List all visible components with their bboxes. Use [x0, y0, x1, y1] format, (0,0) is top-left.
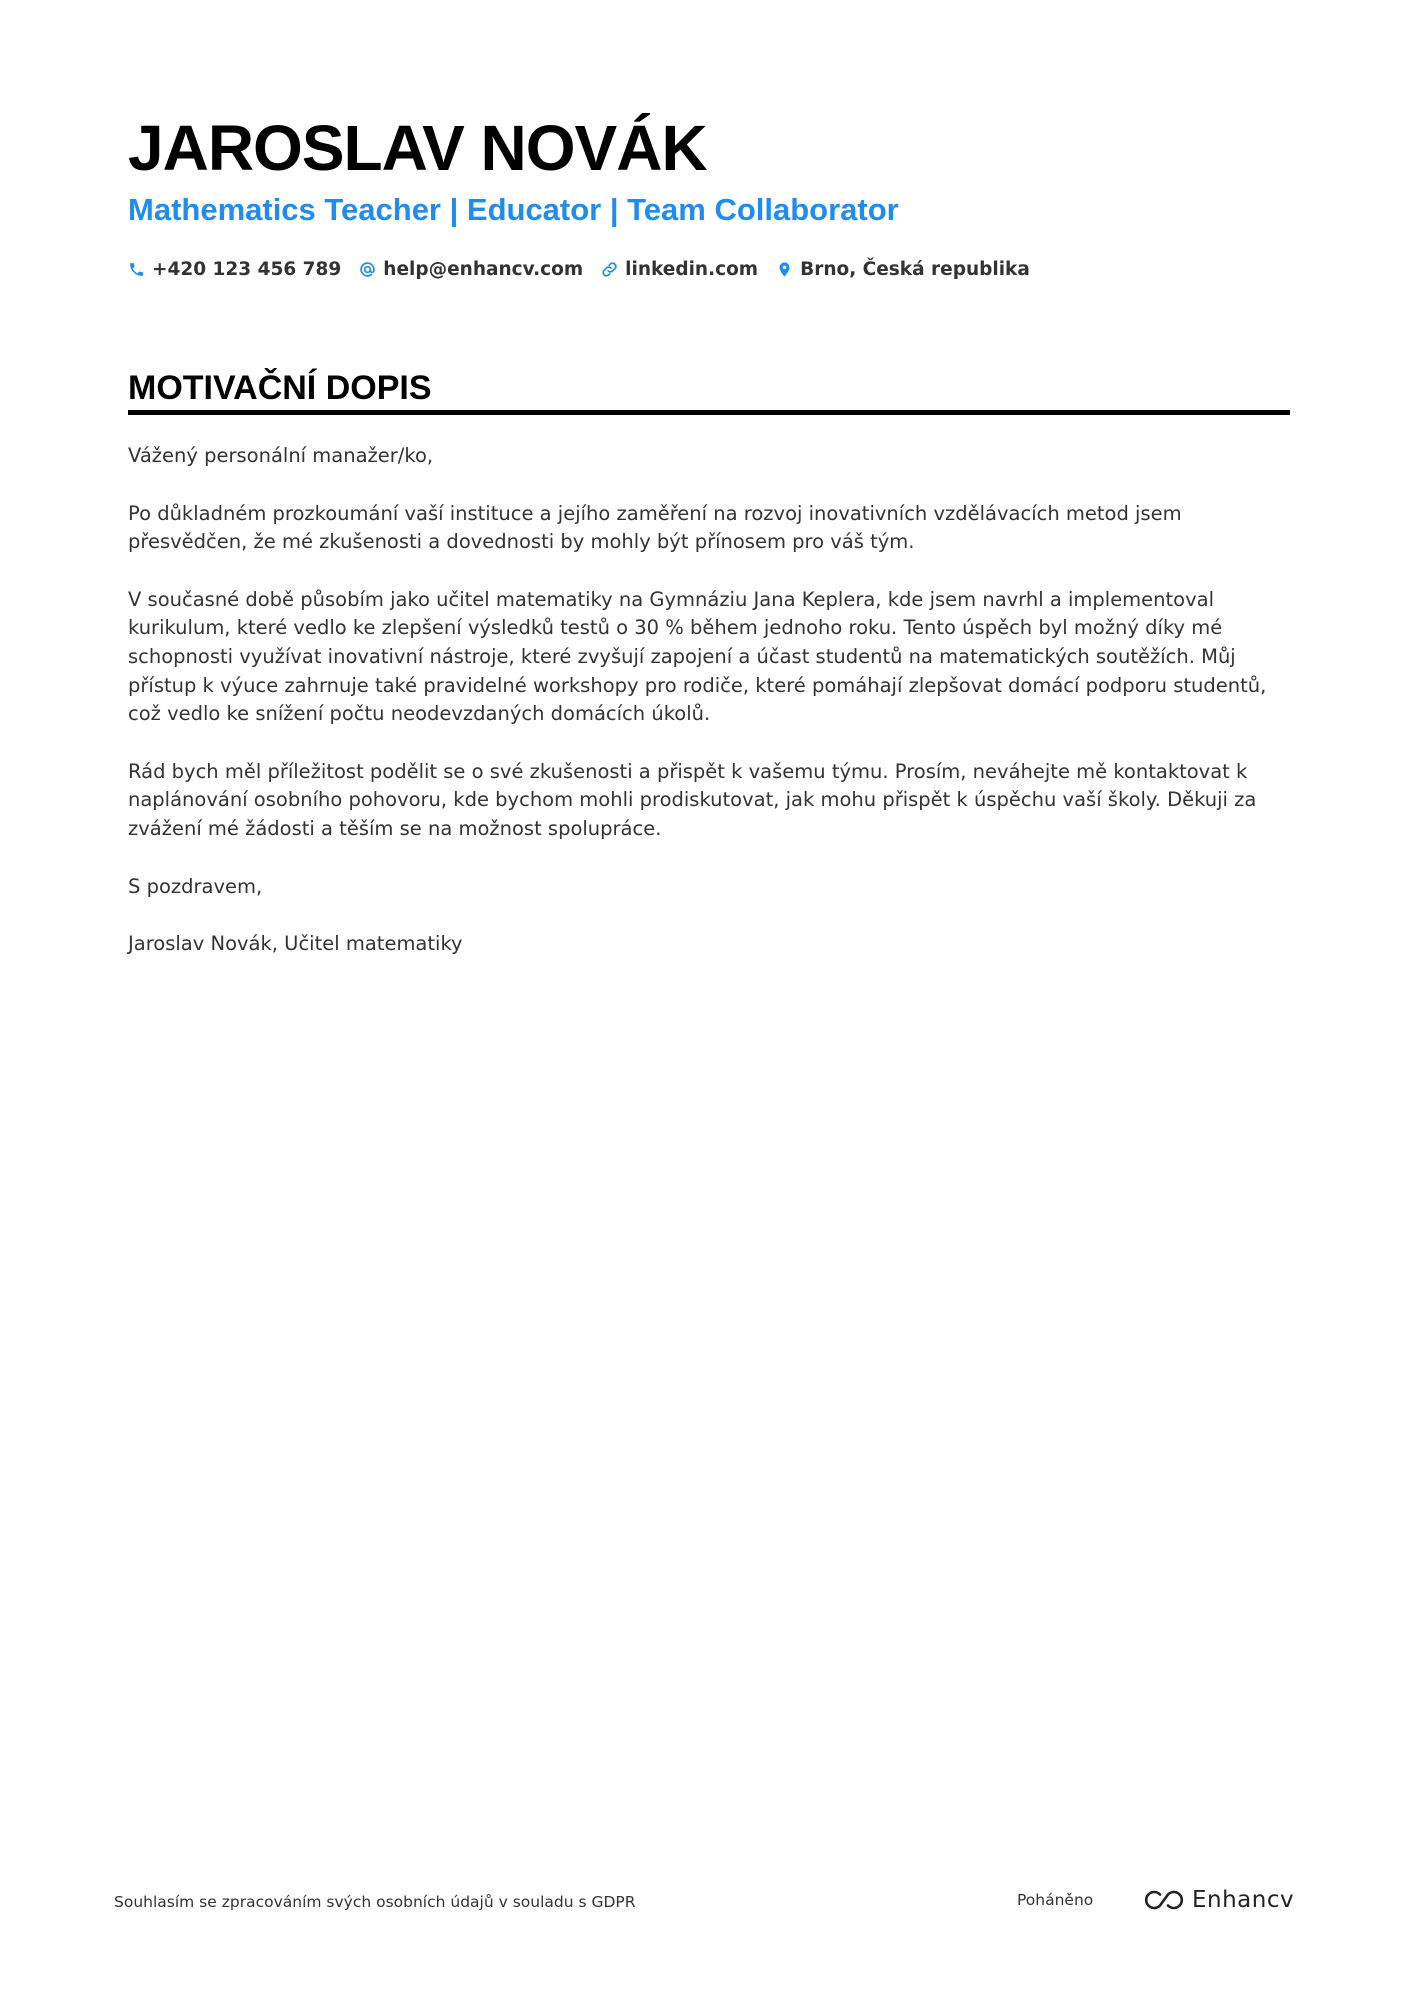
contact-linkedin[interactable] [601, 259, 758, 280]
letter-signature: Jaroslav Novák, Učitel matematiky [128, 932, 463, 956]
contact-location-text: Brno, Česká republika [800, 258, 1030, 280]
candidate-name: JAROSLAV NOVÁK [128, 112, 707, 184]
enhancv-brand[interactable] [1138, 1886, 1294, 1914]
enhancv-logo-icon [1138, 1886, 1186, 1914]
letter-body [128, 442, 1290, 988]
at-icon [359, 261, 376, 278]
contact-email-text: help@enhancv.com [383, 258, 584, 280]
letter-paragraph: Po důkladném prozkoumání vaší instituce a jejího zaměření na rozvoj inovativních vzdělávacích metod jsem přesvědčen, že mé zkušenosti a dovednosti by mohly být přínosem pro váš tým. [128, 501, 1182, 554]
contact-location [776, 259, 1030, 280]
letter-paragraph: V současné době působím jako učitel matematiky na Gymnáziu Jana Keplera, kde jsem navrhl a implementoval kurikulum, které vedlo ke zlepšení výsledků testů o 30 % během jednoho roku. Tento úspěch byl možný díky mé schopnosti využívat inovativní nástroje, které zvyšují zapojení a účast studentů na matematických soutěžích. Můj přístup k výuce zahrnuje také pravidelné workshopy pro rodiče, které pomáhají zlepšovat domácí podporu studentů, což vedlo ke snížení počtu neodevzdaných domácích úkolů. [128, 587, 1267, 726]
letter-closing: S pozdravem, [128, 874, 263, 898]
letter-greeting: Vážený personální manažer/ko, [128, 444, 434, 467]
link-icon [601, 261, 618, 278]
contact-bar [128, 254, 1030, 284]
section-divider [128, 410, 1290, 415]
enhancv-brand-text: Enhancv [1192, 1887, 1295, 1913]
section-title: MOTIVAČNÍ DOPIS [128, 369, 432, 407]
contact-email[interactable] [359, 259, 583, 280]
gdpr-consent: Souhlasím se zpracováním svých osobních údajů v souladu s GDPR [114, 1893, 636, 1911]
location-pin-icon [776, 261, 793, 278]
phone-icon [128, 261, 145, 278]
contact-phone-text: +420 123 456 789 [152, 258, 342, 280]
letter-paragraph: Rád bych měl příležitost podělit se o své zkušenosti a přispět k vašemu týmu. Prosím, neváhejte mě kontaktovat k naplánování osobního pohovoru, kde bychom mohli prodiskutovat, jak mohu přispět k úspěchu vaší školy. Děkuji za zvážení mé žádosti a těším se na možnost spolupráce. [128, 759, 1257, 840]
contact-phone[interactable] [128, 259, 341, 280]
contact-linkedin-text: linkedin.com [625, 258, 759, 280]
candidate-headline: Mathematics Teacher | Educator | Team Collaborator [128, 192, 899, 227]
powered-by-label: Poháněno [1017, 1891, 1094, 1909]
